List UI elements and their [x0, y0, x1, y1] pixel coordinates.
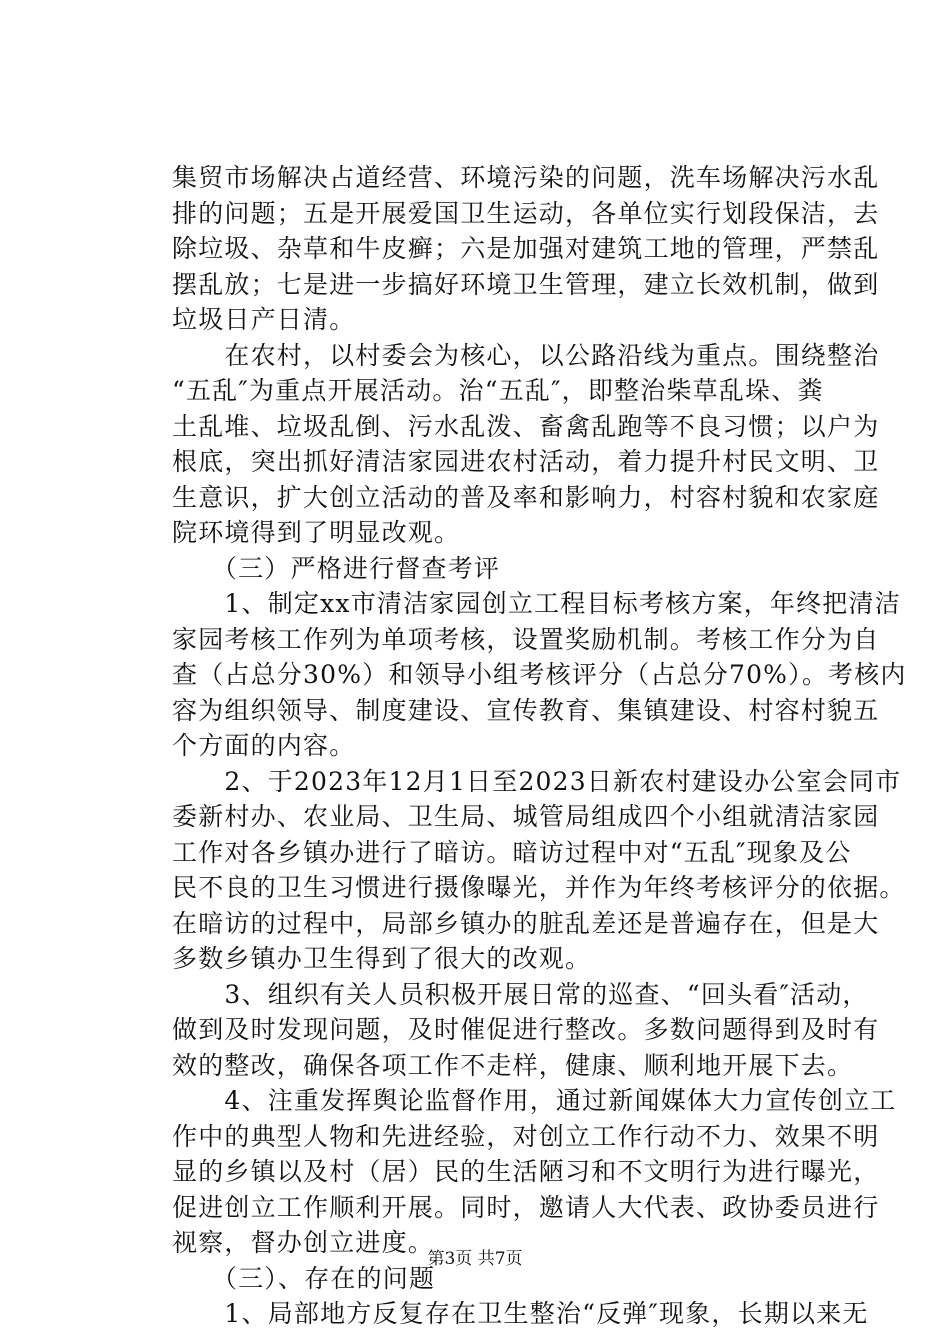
text-line: 院环境得到了明显改观。	[172, 518, 461, 547]
text-line: 垃圾日产日清。	[172, 305, 356, 334]
section-heading: （三）严格进行督查考评	[172, 553, 501, 583]
text-line: 根底，突出抓好清洁家园进农村活动，着力提升村民文明、卫	[172, 447, 880, 476]
text-line: 1、局部地方反复存在卫生整治“反弹″现象，长期以来无	[172, 1299, 869, 1328]
text-line: 家园考核工作列为单项考核，设置奖励机制。考核工作分为自	[172, 624, 880, 654]
text-line: 显的乡镇以及村（居）民的生活陋习和不文明行为进行曝光，	[172, 1157, 880, 1186]
text-line: 排的问题；五是开展爱国卫生运动，各单位实行划段保洁，去	[172, 198, 880, 228]
document-body	[172, 160, 907, 1332]
text-line: 做到及时发现问题，及时催促进行整改。多数问题得到及时有	[172, 1015, 880, 1044]
text-line: 除垃圾、杂草和牛皮癣；六是加强对建筑工地的管理，严禁乱	[172, 234, 880, 263]
text-line: 土乱堆、垃圾乱倒、污水乱泼、畜禽乱跑等不良习惯；以户为	[172, 411, 880, 441]
text-line: 查（占总分30%）和领导小组考核评分（占总分70%）。考核内	[172, 660, 907, 689]
text-line: 委新村办、农业局、卫生局、城管局组成四个小组就清洁家园	[172, 802, 880, 831]
text-line: 生意识，扩大创立活动的普及率和影响力，村容村貌和农家庭	[172, 482, 880, 512]
text-line: 多数乡镇办卫生得到了很大的改观。	[172, 944, 592, 973]
text-line: 2、于2023年12月1日至2023日新农村建设办公室会同市	[172, 766, 902, 796]
text-line: 容为组织领导、制度建设、宣传教育、集镇建设、村容村貌五	[172, 695, 880, 725]
text-line: 4、注重发挥舆论监督作用，通过新闻媒体大力宣传创立工	[172, 1086, 897, 1115]
page-number-footer: 第3页 共7页	[427, 1249, 523, 1269]
text-line: 作中的典型人物和先进经验，对创立工作行动不力、效果不明	[172, 1121, 880, 1151]
text-line: 在农村，以村委会为核心，以公路沿线为重点。围绕整治	[172, 340, 880, 370]
text-line: 效的整改，确保各项工作不走样，健康、顺利地开展下去。	[172, 1050, 854, 1080]
section-heading: （三）、存在的问题	[172, 1263, 436, 1293]
text-line: 促进创立工作顺利开展。同时，邀请人大代表、政协委员进行	[172, 1192, 880, 1222]
text-line: 视察，督办创立进度。	[172, 1228, 435, 1257]
text-line: 个方面的内容。	[172, 731, 356, 760]
text-line: 1、制定xx市清洁家园创立工程目标考核方案，年终把清洁	[172, 589, 901, 618]
text-line: 摆乱放；七是进一步搞好环境卫生管理，建立长效机制，做到	[172, 269, 880, 299]
text-line: 工作对各乡镇办进行了暗访。暗访过程中对“五乱″现象及公	[172, 837, 852, 867]
text-line: 3、组织有关人员积极开展日常的巡查、“回头看″活动，	[172, 979, 869, 1009]
text-line: 集贸市场解决占道经营、环境污染的问题，洗车场解决污水乱	[172, 163, 880, 192]
text-line: “五乱″为重点开展活动。治“五乱″，即整治柴草乱垛、粪	[172, 376, 824, 405]
text-line: 民不良的卫生习惯进行摄像曝光，并作为年终考核评分的依据。	[172, 873, 906, 902]
text-line: 在暗访的过程中，局部乡镇办的脏乱差还是普遍存在，但是大	[172, 908, 880, 938]
